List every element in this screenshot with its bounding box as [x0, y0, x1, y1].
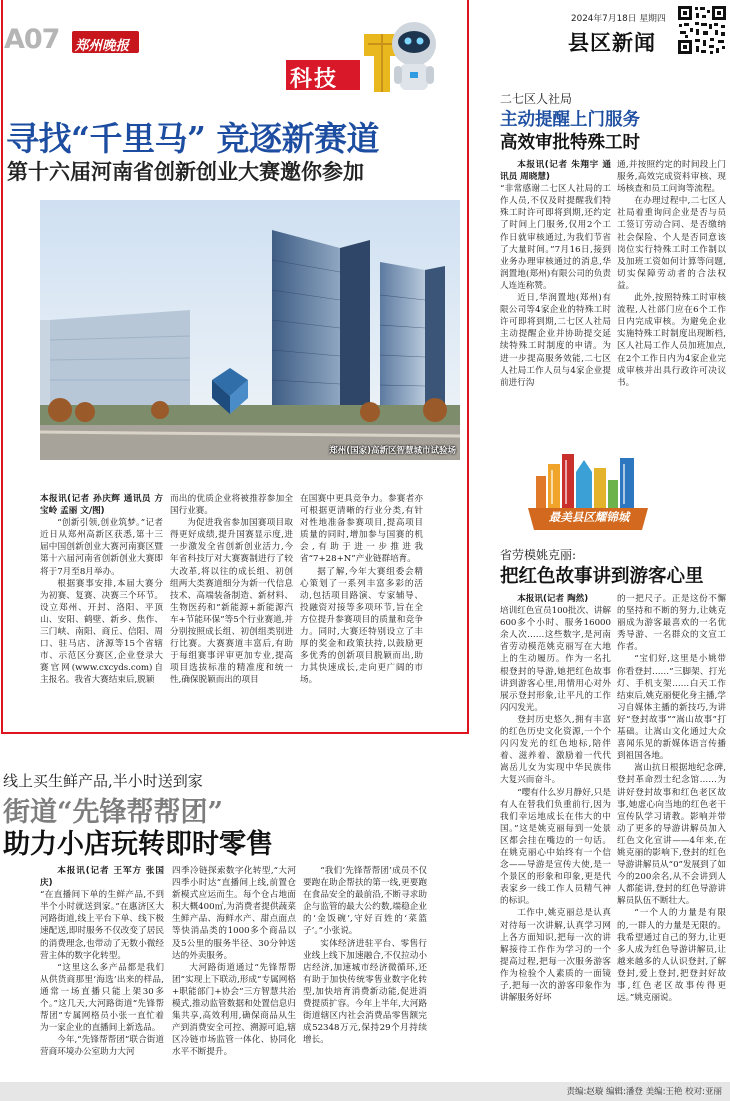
story1-subtitle: 第十六届河南省创新创业大赛邀你参加	[7, 159, 364, 184]
story3-paragraph: “一个人的力量是有限的,一群人的力量是无限的。我希望通过自己的努力,让更多人成为红色导游讲解员,让越来越多的人认识登封,了解登封,爱上登封,把登封好故事,红色老区故事传得更远。”姚克丽说。	[617, 908, 726, 1004]
story3-paragraph: 的一把尺子。正是这份不懈的坚持和不断的努力,让姚克丽成为游客最喜欢的一名优秀导游、一名群众的文宣工作者。	[617, 594, 726, 653]
story3-paragraph: “宝们好,这里是小姚带你看登封……”三脚架、打光灯、手机支架……白天工作结束后,姚克丽便化身主播,学习自媒体主播的新技巧,为讲好“登封故事”“嵩山故事”打基础。让嵩山文化通过大众喜闻乐见的新媒体语言传播到祖国各地。	[617, 654, 726, 762]
story3-paragraph: “嘤有什么岁月静好,只是有人在替我们负重前行,因为我们幸运地成长在伟大的中国。”这是姚克丽每到一处景区都会挂在嘴边的一句话。在姚克丽心中始终有一个信念——导游是宣传大使,是一个景区的形象和印象,更是代表家乡一线工作人员精气神的标识。	[500, 787, 611, 907]
story4-paragraph: 今年,“先锋帮帮团”联合街道营商环境办公室助力大河	[40, 1035, 164, 1058]
story3-column-1	[500, 593, 611, 1075]
story4-title-2: 助力小店玩转即时零售	[3, 829, 273, 860]
story2-column-2	[617, 159, 726, 421]
story3-byline: 本报讯(记者 陶然)	[517, 594, 589, 604]
story4-title-1: 街道“先锋帮帮团”	[3, 797, 224, 828]
story1-paragraph: “创新引领,创业筑梦。”记者近日从郑州高新区获悉,第十三届中国创新创业大赛河南赛区暨第十六届河南省创新创业大赛即将于7月至8月举办。	[40, 518, 163, 577]
story3-paragraph: 嵩山抗日根据地纪念碑,登封革命烈士纪念馆……为讲好登封故事和红色老区故事,她虚心向当地的红色老干宣传队学习请教。影响并带动了更多的导游讲解员加入红色文化宣讲——4年来,在姚克丽的影响下,登封的红色导游讲解员从“0”发展到了如今的200余名,从不会讲到人人都能讲,登封的红色导游讲解员队伍不断壮大。	[617, 763, 726, 907]
issue-date: 2024年7月18日 星期四	[571, 14, 666, 24]
story1-column-3	[300, 493, 423, 723]
story1-paragraph: 为促进我省参加国赛项目取得更好成绩,提升国赛显示度,进一步激发全省创新创业活力,今年省科技厅对大赛赛制进行了较大改革,将以往的成长组、初创组两大类赛道细分为新一代信息技术、高端装备制造、新材料、生物医药和“新能源+新能源汽车+节能环保”等5个行业赛道,并分别按照成长组、初创组类别进行比赛。大赛赛道丰富后,有助于每组赛事评审更加专业,提高项目选拔标准的精准度和统一性,确保脱颖而出的项目	[170, 518, 293, 686]
section-title: 县区新闻	[568, 30, 656, 55]
story4-paragraph: 四季冷链探索数字化转型,“大河四季小时达”直播间上线,前置仓新模式应运而生。每个仓占地面积大概400㎡,为消费者提供蔬菜生鲜产品、海鲜水产、甜点面点等快消品类的1000多个商品以及5公里的服务半径、30分钟送达的外卖服务。	[172, 866, 296, 961]
county-banner	[528, 450, 648, 532]
story4-column-2	[172, 865, 296, 1070]
story1-paragraph: 根据赛事安排,本届大赛分为初赛、复赛、决赛三个环节。设立郑州、开封、洛阳、平顶山、安阳、鹤壁、新乡、焦作、三门峡、南阳、商丘、信阳、周口、驻马店、济源等15个省辖市、示范区分赛区,企业登录大赛官网(www.cxcyds.com)自主报名。我省大赛结束后,脱颖	[40, 578, 163, 686]
story2-paragraph: 此外,按照特殊工时审核流程,人社部门应在6个工作日内完成审核。为避免企业实施特殊工时制度出现断档,区人社局工作人员加班加点,在2个工作日内为4家企业完成审核并出具行政许可决议书。	[617, 293, 726, 388]
story2-kicker: 二七区人社局	[500, 92, 573, 106]
tech-badge-label: 科技	[290, 66, 339, 92]
story2-paragraph: 在办理过程中,二七区人社局着重询问企业是否与员工签订劳动合同、是否缴纳社会保险、个人是否同意该岗位实行特殊工时工作制以及加班工资如何计算等问题,切实保障劳动者的合法权益。	[617, 196, 726, 291]
story4-column-3	[303, 865, 427, 1070]
story3-paragraph: 工作中,姚克丽总是认真对待每一次讲解,认真学习网上各方面知识,把每一次的讲解接待工作作为学习的一个提高过程,把每一次服务游客作为检验个人素质的一面镜子,把每一次的游客印象作为讲解服务好坏	[500, 908, 611, 1004]
story4-paragraph: “这里这么多产品都是我们从供货商那里‘海选’出来的样品,通常一场直播只能上架30多个。”这几天,大河路街道“先锋帮帮团”专属网格员小张一直忙着为一家企业的直播间上新选品。	[40, 962, 164, 1034]
story2-paragraph: “非常感谢二七区人社局的工作人员,不仅及时提醒我们特殊工时许可即将到期,还约定了时间上门服务,仅用2个工作日就审核通过,为我们节省了大量时间。”7月16日,接到业务办理审核通过的消息,华润置地(郑州)有限公司的负责人连连称赞。	[500, 184, 611, 291]
story1-photo	[40, 200, 460, 460]
story3-column-2	[617, 593, 726, 1075]
story3-paragraph: 登封历史悠久,拥有丰富的红色历史文化资源,一个个闪闪发光的红色地标,陪伴着、滋养着、激励着一代代嵩岳儿女为实现中华民族伟大复兴而奋斗。	[500, 714, 611, 786]
story4-paragraph: “我们‘先锋帮帮团’成员不仅要跑在助企帮扶的第一线,更要跑在食品安全的最前沿,不断寻求助企与监管的最大公约数,端稳企业的‘金饭碗’,守好百姓的‘菜篮子’。”小张说。	[303, 866, 427, 937]
story4-byline: 本报讯(记者 王军方 张国庆)	[40, 866, 164, 889]
story1-byline: 本报讯(记者 孙庆辉 通讯员 方宝岭 孟丽 文/图)	[40, 494, 163, 517]
story4-paragraph: 大河路街道通过“先锋帮帮团”实现上下联动,形成“专属网格+职能部门+协会”三方智慧共治模式,推动监管数据和处置信息归集共享,高效利用,确保商品从生产到消费安全可控、溯源可追,辖区冷链市场监管一体化、协同化水平不断提升。	[172, 962, 296, 1058]
story4-kicker: 线上买生鲜产品,半小时送到家	[3, 772, 203, 790]
city-buildings-image	[40, 200, 460, 460]
story2-byline: 本报讯(记者 朱翔宇 通讯员 周晓慧)	[500, 160, 611, 183]
story2-paragraph: 近日,华润置地(郑州)有限公司等4家企业的特殊工时许可即将到期,二七区人社局主动提醒企业并协助提交延续特殊工时制度的申请。为进一步提高服务效能,二七区人社局工作人员与4家企业提前进行沟	[500, 293, 611, 388]
story3-title: 把红色故事讲到游客心里	[500, 566, 704, 587]
story4-paragraph: 实体经济进驻平台、零售行业线上线下加速融合,不仅拉动小店经济,加速城市经济微循环,还有助于加快传统零售业数字化转型,加快培育消费新动能,促进消费提质扩容。今年上半年,大河路街道辖区内社会消费品零售额完成52348万元,保持29个月持续增长。	[303, 938, 427, 1046]
story2-column-1	[500, 159, 611, 421]
story1-title: 寻找“千里马” 竞逐新赛道	[6, 119, 379, 158]
story2-title-2: 高效审批特殊工时	[500, 133, 640, 153]
story3-paragraph: 培训红色宣员100批次、讲解600多个小时、服务16000余人次……这些数字,是河南省劳动模范姚克丽写在大地上的生动履历。作为一名扎根登封的导游,她把红色故事讲到游客心里,用情用心对外展示登封形象,让平凡的工作闪闪发光。	[500, 606, 611, 713]
qr-code	[676, 4, 728, 56]
story3-kicker: 省劳模姚克丽:	[500, 548, 577, 562]
tech-column-badge	[286, 4, 442, 96]
page-code: A07	[4, 24, 60, 55]
story1-column-2	[170, 493, 293, 723]
photo-caption: 郑州(国家)高新区智慧城市试验场	[329, 446, 456, 456]
story1-column-1	[40, 493, 163, 723]
paper-name: 郑州晚报	[75, 38, 129, 54]
story1-paragraph: 而出的优质企业将被推荐参加全国行业赛。	[170, 494, 293, 517]
story4-paragraph: “在直播间下单的生鲜产品,不到半个小时就送到家。”在惠济区大河路街道,线上平台下单、线下极速配送,即时服务不仅改变了居民的消费理念,也带动了无数小微经营主体的数字化转型。	[40, 890, 164, 961]
story2-title-1: 主动提醒上门服务	[500, 110, 640, 130]
story4-column-1	[40, 865, 164, 1070]
banner-label: 最美县区耀锦城	[548, 510, 630, 524]
footer-credits: 责编:赵璇 编辑:潘登 美编:王艳 校对:亚丽	[566, 1087, 722, 1097]
story1-paragraph: 据了解,今年大赛组委会精心策划了一系列丰富多彩的活动,包括项目路演、专家辅导、投融资对接等多项环节,旨在全方位提升参赛项目的质量和竞争力。同时,大赛还特别设立了丰厚的奖金和政策扶持,以鼓励更多优秀的创新项目脱颖而出,助力其快速成长,走向更广阔的市场。	[300, 566, 423, 686]
story1-paragraph: 在国赛中更具竞争力。参赛者亦可根据更清晰的行业分类,有针对性地准备参赛项目,提高项目质量的同时,增加参与国赛的机会,有助于进一步推进我省“7+28+N”产业链群培育。	[300, 494, 423, 565]
story2-paragraph: 通,并按照约定的时间段上门服务,高效完成资料审核、现场核查和员工问询等流程。	[617, 160, 726, 195]
